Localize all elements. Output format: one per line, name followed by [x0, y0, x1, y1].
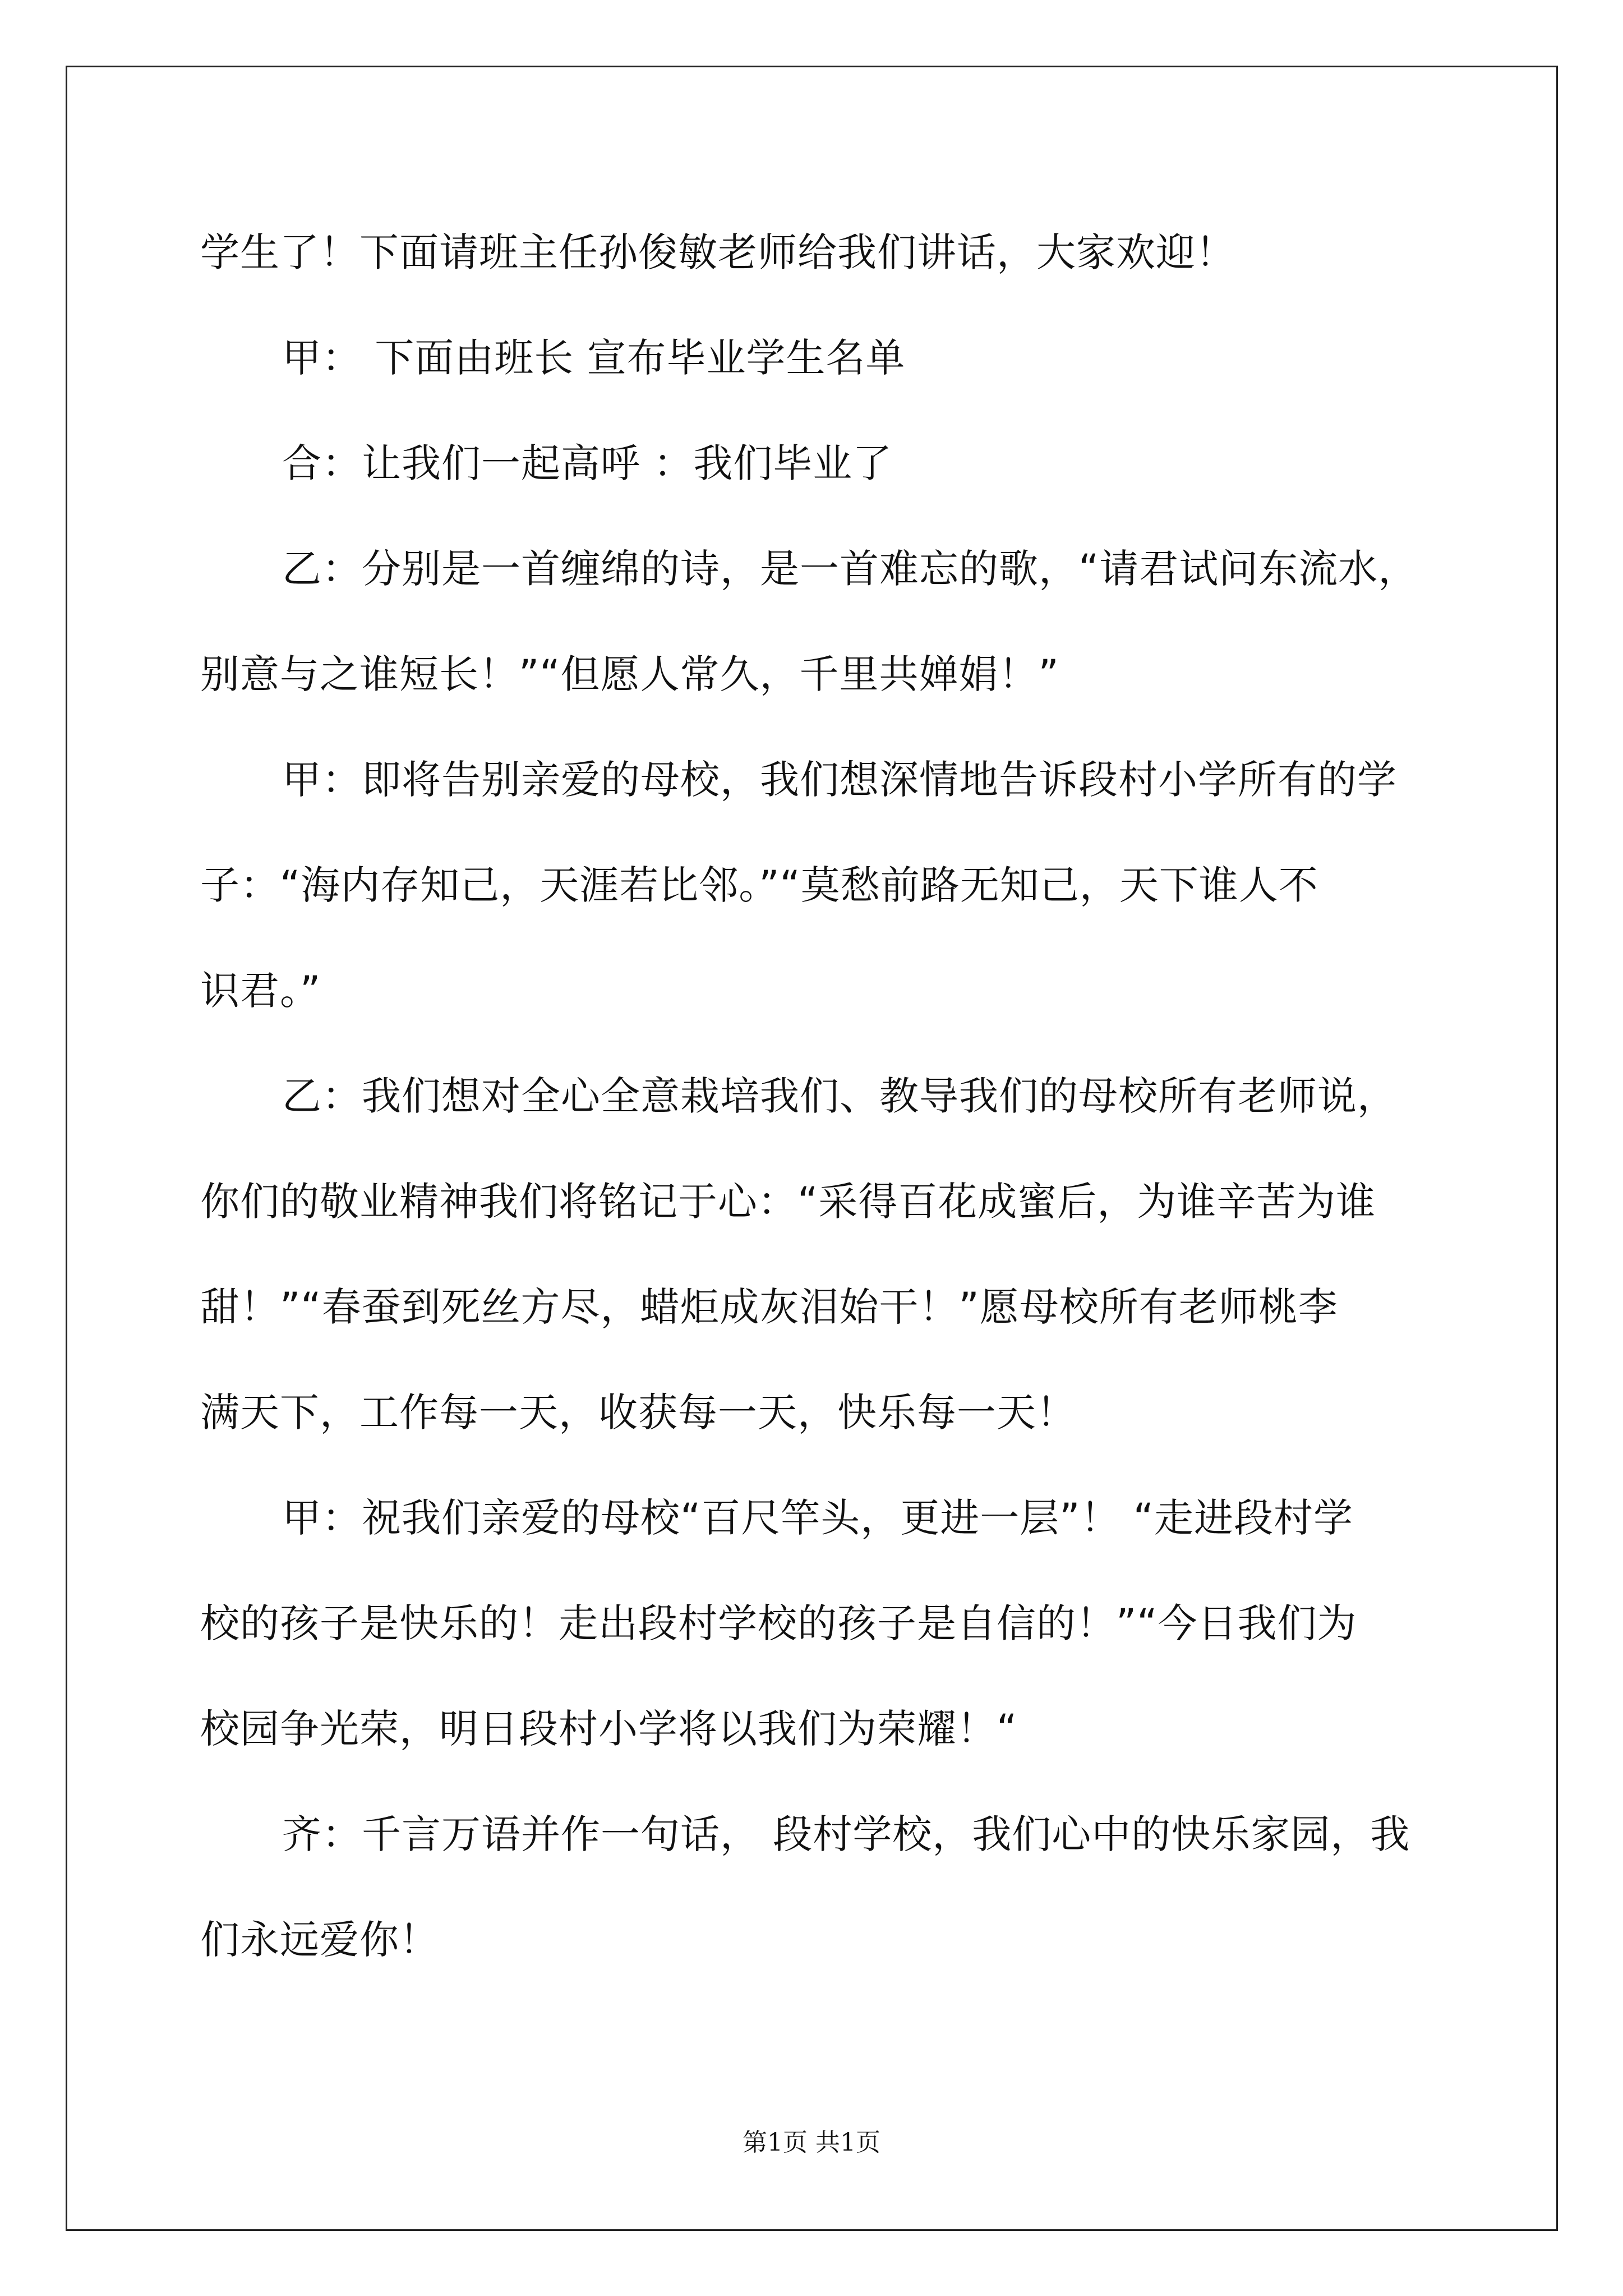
text-line: 学生了！下面请班主任孙俊敏老师给我们讲话，大家欢迎！ [200, 229, 1235, 275]
text-line: 甲：祝我们亲爱的母校“百尺竿头，更进一层”！ “走进段村学 [282, 1495, 1354, 1541]
text-line: 满天下，工作每一天，收获每一天，快乐每一天！ [200, 1389, 1076, 1435]
text-line: 乙：分别是一首缠绵的诗，是一首难忘的歌，“请君试问东流水， [282, 546, 1418, 592]
text-line: 甲： 下面由班长 宣布毕业学生名单 [282, 335, 906, 381]
text-line: 乙：我们想对全心全意栽培我们、教导我们的母校所有老师说， [282, 1073, 1397, 1119]
text-line: 识君。” [200, 968, 321, 1014]
page-border [66, 66, 1558, 2231]
text-line: 校园争光荣，明日段村小学将以我们为荣耀！“ [200, 1706, 1018, 1752]
text-line: 齐：千言万语并作一句话， 段村学校，我们心中的快乐家园，我 [282, 1811, 1410, 1857]
page-number-footer: 第1页 共1页 [743, 2128, 880, 2157]
text-line: 合：让我们一起高呼 ：我们毕业了 [282, 440, 893, 486]
text-line: 校的孩子是快乐的！走出段村学校的孩子是自信的！”“今日我们为 [200, 1600, 1357, 1646]
text-line: 你们的敬业精神我们将铭记于心：“采得百花成蜜后，为谁辛苦为谁 [200, 1179, 1376, 1225]
text-line: 别意与之谁短长！”“但愿人常久，千里共婵娟！” [200, 651, 1059, 697]
text-line: 甜！”“春蚕到死丝方尽，蜡炬成灰泪始干！”愿母校所有老师桃李 [200, 1284, 1338, 1330]
text-line: 子：“海内存知己，天涯若比邻。”“莫愁前路无知己，天下谁人不 [200, 862, 1318, 908]
text-line: 们永远爱你！ [200, 1917, 439, 1963]
text-line: 甲：即将告别亲爱的母校，我们想深情地告诉段村小学所有的学 [282, 757, 1397, 803]
